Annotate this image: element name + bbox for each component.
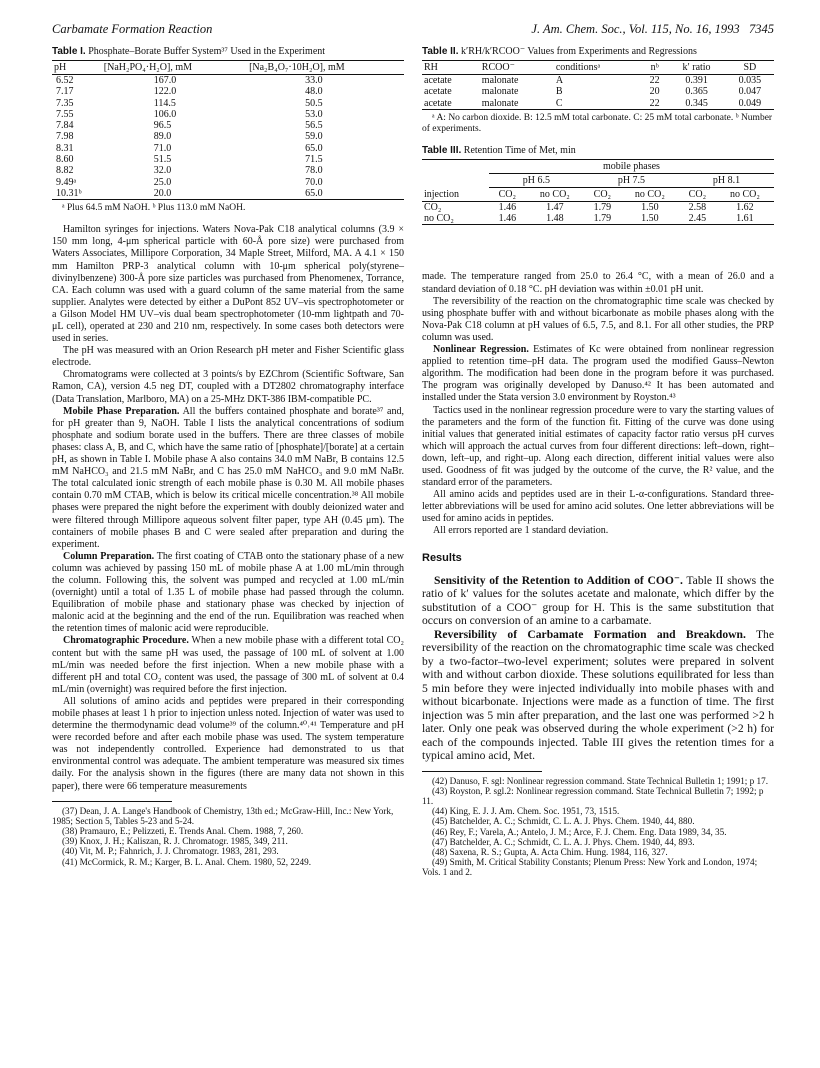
left-body-text bbox=[52, 224, 404, 792]
paragraph-text: The pH was measured with an Orion Research pH meter and Fisher Scientific glass electrode. bbox=[52, 345, 404, 369]
paragraph-text: All amino acids and peptides used are in their L-α-configurations. Standard three-letter abbreviations will be used for amino acid solutes. One letter abbreviations will be used for amino acids in peptides. bbox=[422, 489, 774, 525]
right-body-text bbox=[422, 271, 774, 537]
table3-sub-header: CO₂ bbox=[489, 187, 526, 201]
reference: (49) Smith, M. Critical Stability Constants; Plenum Press: New York and London, 1974; Vols. 1 and 2. bbox=[422, 857, 758, 878]
table-cell: 0.365 bbox=[685, 86, 708, 98]
paragraph-text: made. The temperature ranged from 25.0 to 26.4 °C, with a mean of 26.0 and a standard deviation of 0.18 °C. pH deviation was within ±0.01 pH unit. bbox=[422, 271, 774, 295]
table-cell: C bbox=[554, 98, 642, 110]
paragraph bbox=[422, 296, 774, 344]
table-cell: acetate bbox=[424, 86, 452, 98]
reference: (43) Royston, P. sgl.2: Nonlinear regression command. State Technical Bulletin 7; 1992; p 11. bbox=[422, 785, 764, 806]
table-row bbox=[52, 177, 404, 188]
table-cell: 167.0 bbox=[153, 75, 177, 86]
table-cell: 106.0 bbox=[153, 108, 177, 120]
paragraph bbox=[422, 344, 774, 404]
table-cell: A bbox=[555, 75, 564, 86]
table1 bbox=[52, 60, 404, 200]
table-cell: 50.5 bbox=[305, 97, 323, 109]
left-column bbox=[52, 44, 404, 867]
table-cell: 1.79 bbox=[593, 201, 612, 213]
table-row bbox=[422, 86, 774, 97]
table-cell: 2.58 bbox=[688, 201, 707, 213]
table2-col-header: nᵇ bbox=[642, 61, 667, 75]
paragraph-text: Tactics used in the nonlinear regression procedure were to vary the starting values of the parameters and the form of the function fit. Fitting of the curve was done using initial values that generated initial estimates of capacity factor ratio versus pH curves which will approach the actual curves from four different directions: left–down, right–down, left–up, and right–up. Along each direction, different initial values were also used. Goodness of fit was judged by the outcome of the curve, the R² value, and the standard error of the parameters. bbox=[422, 404, 774, 489]
table-row bbox=[422, 213, 774, 225]
paragraph-text: All errors reported are 1 standard deviation. bbox=[433, 525, 609, 537]
table3-group-header: mobile phases bbox=[489, 159, 774, 173]
table-cell: 7.84 bbox=[56, 120, 74, 132]
table-cell: 20.0 bbox=[102, 188, 247, 200]
right-column bbox=[422, 44, 774, 878]
table-row bbox=[52, 131, 404, 142]
table3-sub-header: no CO₂ bbox=[716, 187, 774, 201]
table-cell: 32.0 bbox=[153, 165, 172, 177]
paragraph-text: The first coating of CTAB onto the stationary phase of a new column was achieved by passing 150 mL of mobile phase A at 1.00 mL/min through the column. Following this, the solvent was pumped and recycled at 1.00 mL/min (overnight) until a total of 1.35 L of mobile phase had passed through the column. Equilibration of mobile phase and stationary phase was checked by injection of malonic acid at the beginning and the end of the run. Equilibration was reached when the retention times of malonic acid were reproducible. bbox=[52, 550, 404, 635]
right-references bbox=[422, 776, 774, 878]
paragraph bbox=[422, 489, 774, 525]
reference: (48) Saxena, R. S.; Gupta, A. Acta Chim. Hung. 1984, 116, 327. bbox=[432, 846, 668, 857]
paragraph-text: Estimates of Kc were obtained from nonlinear regression applied to retention time–pH data. The program used the modified Gauss–Newton algorithm. The modification had been done in the program before it was purchased. The program was originally developed by Danuso.⁴² It has been automated and installed under the Stata version 3.0 environment by Royston.⁴³ bbox=[422, 344, 774, 404]
table-cell: 89.0 bbox=[153, 131, 172, 143]
table-cell: 1.46 bbox=[489, 213, 526, 225]
table-cell: 51.5 bbox=[153, 154, 172, 166]
table-cell: 1.61 bbox=[716, 213, 774, 225]
reference: (41) McCormick, R. M.; Karger, B. L. Anal. Chem. 1980, 52, 2249. bbox=[62, 856, 312, 867]
table-cell: 114.5 bbox=[153, 97, 176, 109]
table3-ph-8-1: pH 8.1 bbox=[679, 173, 774, 187]
table-cell: 1.48 bbox=[526, 213, 584, 225]
reference: (37) Dean, J. A. Lange's Handbook of Chemistry, 13th ed.; McGraw-Hill, Inc.: New York, 1985; Section 5, Tables 5-23 and 5-24. bbox=[52, 805, 394, 826]
paragraph-text: When a new mobile phase with a different total CO₂ content but with the same pH was used, the passage of 100 mL of solvent at 1.00 mL/min was needed before the first injection. When a new mobile phase with a different pH and total CO₂ content was used, the passage of 300 mL of solvent at 0.4 mL/min (overnight) was required before the first injection. bbox=[52, 635, 405, 695]
paragraph-lead: Column Preparation. bbox=[63, 550, 155, 562]
table-cell: 1.79 bbox=[584, 213, 621, 225]
table-cell: 1.50 bbox=[641, 201, 659, 213]
paragraph-lead: Reversibility of Carbamate Formation and Breakdown. bbox=[434, 627, 746, 641]
table-cell: 53.0 bbox=[305, 108, 323, 120]
table3-sub-header: no CO₂ bbox=[526, 187, 584, 201]
table-cell: 59.0 bbox=[305, 131, 323, 143]
table-cell: 7.55 bbox=[56, 108, 74, 120]
table-row bbox=[52, 109, 404, 120]
reference: (42) Danuso, F. sgl: Nonlinear regression command. State Technical Bulletin 1; 1991; p 17. bbox=[432, 775, 769, 786]
reference: (44) King, E. J. J. Am. Chem. Soc. 1951, 73, 1515. bbox=[432, 806, 620, 817]
paragraph bbox=[52, 345, 404, 369]
table2-footnote: ᵃ A: No carbon dioxide. B: 12.5 mM total carbonate. C: 25 mM total carbonate. ᵇ Number of experiments. bbox=[422, 112, 773, 134]
table1-col-ph: pH bbox=[52, 61, 102, 75]
table3-row-header: injection bbox=[422, 187, 489, 201]
paragraph bbox=[52, 224, 404, 345]
table-cell: 9.49ᵃ bbox=[56, 176, 77, 188]
table-row bbox=[422, 98, 774, 110]
reference: (38) Pramauro, E.; Pelizzeti, E. Trends Anal. Chem. 1988, 7, 260. bbox=[62, 826, 304, 837]
table-cell: 7.98 bbox=[56, 131, 74, 143]
paragraph-text: The reversibility of the reaction on the chromatographic time scale was checked by using phosphate buffer with and without bicarbonate as mobile phases along with the Nova-Pak C18 column at pH values of 6.5, 7.5, and 8.1. For all other studies, the PRP column was used. bbox=[422, 295, 774, 343]
table2-col-header: RH bbox=[422, 61, 480, 75]
table2-label: Table II. bbox=[422, 46, 459, 57]
table-cell: 122.0 bbox=[153, 86, 177, 98]
paragraph bbox=[422, 628, 774, 763]
paragraph bbox=[422, 271, 774, 295]
table-cell: 96.5 bbox=[153, 120, 172, 132]
table3-label: Table III. bbox=[422, 144, 462, 156]
table-row bbox=[52, 75, 404, 87]
paragraph-text: Table II shows the ratio of k′ values for the solutes acetate and malonate, which differ by the substitution of a COO⁻ group for H. This is the same substitution that occurs on conversion of an amine to a carbamate. bbox=[422, 573, 775, 628]
table-cell: 25.0 bbox=[153, 176, 172, 188]
table1-footnote: ᵃ Plus 64.5 mM NaOH. ᵇ Plus 113.0 mM NaOH. bbox=[62, 203, 246, 214]
paragraph-text: All the buffers contained phosphate and borate³⁷ and, for pH greater than 9, NaOH. Table I lists the analytical concentrations of sodium phosphate and sodium borate used in the buffers. There are three classes of mobile phases: class A, B, and C, which have the same ratio of [phosphate]/[borate] at a certain pH, as shown in Table I. Mobile phase A also contains 34.0 mM NaBr, B contains 12.5 mM NaHCO₃ and 21.5 mM NaBr, and C has 25.0 mM NaHCO₃ and 9.0 mM NaBr. The total calculated ionic strength of each mobile phase is 0.30 M. All mobile phases contain 0.70 mM CTAB, which is below its critical micelle concentration.³⁸ All mobile phases were prepared the night before the experiment with doubly deionized water and were filtered through Millipore aqueous solvent filter paper, type AH (0.45 μm). The containers of mobile phases B and C were sealed after preparation and during the experiment. bbox=[52, 405, 404, 550]
table-cell: 22 bbox=[642, 98, 667, 110]
table-cell: malonate bbox=[481, 75, 519, 86]
table2-col-header: SD bbox=[726, 61, 774, 75]
table-row bbox=[422, 75, 774, 87]
paragraph bbox=[422, 405, 774, 490]
table-cell: 48.0 bbox=[305, 86, 323, 98]
table-row bbox=[52, 98, 404, 109]
table2-col-header: conditionsᵃ bbox=[554, 61, 642, 75]
paragraph-text: Hamilton syringes for injections. Waters Nova-Pak C18 analytical columns (3.9 × 150 mm long, 4-μm spherical particle with 60-Å pore size) were purchased from Waters Associates, Millipore Corporation, 34 Maple Street, Milford, MA. A 4.1 × 150 mm Hamilton PRP-3 analytical column with 10-μm spherical poly(styrene–divinylbenzene) 300-Å pore size particles was purchased from Phenomenex, Torrance, CA. Each column was used with a guard column of the same material from the same supplier. Analytes were detected by either a DuPont 852 UV–vis spectrophotometer or a Gilson Model HM UV–vis dual beam spectrophotometer (10-mm lightpath and 70-μL cell), operated at 230 and 210 nm, respectively. In some cases both detectors were used in series. bbox=[52, 224, 404, 345]
results-text bbox=[422, 574, 774, 763]
table3-caption bbox=[422, 145, 774, 156]
table-cell: 0.345 bbox=[667, 98, 725, 110]
table-row bbox=[52, 143, 404, 154]
table-cell: 20 bbox=[649, 86, 660, 98]
table1-col-borate: [Na₂B₄O₇·10H₂O], mM bbox=[247, 61, 404, 75]
paragraph-text: The reversibility of the reaction on the chromatographic time scale was checked by a two-factor–two-level experiment; solutes were prepared in solvent with and without carbon dioxide. These solutions equilibrated for less than 5 min before they were injected individually into mobile phases with and without bicarbonate. Injections were made as a function of time. The first injection was 5 min after preparation, and the last one was performed >2 h later. Only one peak was observed during the whole experiment (>2 h) for each of the compounds injected. Table III gives the retention times for a typical amino acid, Met. bbox=[422, 627, 775, 763]
table3-sub-header: no CO₂ bbox=[621, 187, 679, 201]
table2-col-header: RCOO⁻ bbox=[480, 61, 554, 75]
paragraph bbox=[52, 551, 404, 636]
footnote-rule bbox=[52, 801, 172, 802]
table-row bbox=[422, 201, 774, 213]
paragraph bbox=[422, 574, 774, 628]
table-cell: 0.391 bbox=[685, 75, 708, 86]
paragraph bbox=[52, 696, 404, 793]
table2 bbox=[422, 60, 774, 110]
table-cell: 22 bbox=[649, 75, 660, 86]
reference: (46) Rey, F.; Varela, A.; Antelo, J. M.; Arce, F. J. Chem. Eng. Data 1989, 34, 35. bbox=[432, 826, 727, 837]
table-cell: 1.46 bbox=[498, 201, 517, 213]
table-cell: B bbox=[555, 86, 563, 98]
left-references bbox=[52, 806, 404, 867]
table-row bbox=[52, 188, 404, 200]
table-cell: 0.049 bbox=[726, 98, 774, 110]
table-cell: 7.17 bbox=[56, 86, 74, 98]
table-cell: 71.0 bbox=[153, 142, 172, 154]
journal-header bbox=[531, 22, 774, 37]
table-cell: 33.0 bbox=[305, 75, 323, 86]
reference: (40) Vit, M. P.; Fahnrich, J. J. Chromatogr. 1983, 281, 293. bbox=[62, 846, 279, 857]
table-cell: 1.50 bbox=[621, 213, 679, 225]
table-cell: 56.5 bbox=[305, 120, 323, 132]
paragraph-lead: Mobile Phase Preparation. bbox=[63, 405, 180, 417]
table-cell: 8.82 bbox=[56, 165, 74, 177]
paragraph-text: Chromatograms were collected at 3 points/s by EZChrom (Scientific Software, San Ramon, CA), version 4.5 neg DT, coupled with a DT2802 chromatography interface (Data Translation, Marlboro, MA) on a 25-MHz DKT-386 IBM-compatible PC. bbox=[52, 369, 404, 405]
table-cell: malonate bbox=[481, 86, 519, 98]
paragraph bbox=[52, 369, 404, 405]
table-cell: CO₂ bbox=[424, 201, 442, 213]
table3-ph-7-5: pH 7.5 bbox=[584, 173, 679, 187]
table-cell: acetate bbox=[424, 75, 452, 86]
table-cell: 0.047 bbox=[738, 86, 762, 98]
table-row bbox=[52, 120, 404, 131]
reference: (39) Knox, J. H.; Kaliszan, R. J. Chromatogr. 1985, 349, 211. bbox=[62, 836, 288, 847]
paragraph-text: All solutions of amino acids and peptides were prepared in their corresponding mobile phases at least 1 h prior to injection unless noted. Injection of water was used to determine the thermodynamic dead volume³⁹ of the column.⁴⁰˒⁴¹ Temperature and pH were recorded before and after each mobile phase was used. The system temperature was not independently controlled. Experience had demonstrated to us that environmental control was adequate. The ambient temperature was measured six times daily. For the analysis shown in the figures (there are many data not shown in this paper), there were 66 temperature measurements bbox=[52, 695, 404, 792]
table-cell: 8.60 bbox=[56, 154, 74, 166]
footnote-rule-right bbox=[422, 771, 542, 772]
table-cell: malonate bbox=[480, 98, 554, 110]
paragraph bbox=[52, 406, 404, 551]
table1-col-phosphate: [NaH₂PO₄·H₂O], mM bbox=[102, 61, 247, 75]
table2-col-header: k′ ratio bbox=[667, 61, 725, 75]
table-row bbox=[52, 86, 404, 97]
table-cell: 8.31 bbox=[56, 142, 74, 154]
table-cell: 71.5 bbox=[305, 154, 323, 166]
paragraph-lead: Sensitivity of the Retention to Addition of COO⁻. bbox=[434, 573, 683, 587]
table3-sub-header: CO₂ bbox=[679, 187, 716, 201]
paragraph bbox=[52, 635, 404, 695]
page-number: 7345 bbox=[749, 22, 774, 36]
table-cell: no CO₂ bbox=[422, 213, 489, 225]
table-cell: 10.31ᵇ bbox=[52, 188, 102, 200]
table3-ph-6-5: pH 6.5 bbox=[489, 173, 584, 187]
journal-info: J. Am. Chem. Soc., Vol. 115, No. 16, 1993 bbox=[531, 22, 740, 36]
paragraph-lead: Chromatographic Procedure. bbox=[63, 635, 189, 647]
table-cell: 6.52 bbox=[56, 75, 74, 86]
table2-caption bbox=[422, 46, 774, 57]
table1-caption bbox=[52, 46, 404, 57]
table-cell: acetate bbox=[422, 98, 480, 110]
reference: (45) Batchelder, A. C.; Schmidt, C. L. A. J. Phys. Chem. 1940, 44, 880. bbox=[432, 816, 695, 827]
reference: (47) Batchelder, A. C.; Schmidt, C. L. A. J. Phys. Chem. 1940, 44, 893. bbox=[432, 836, 695, 847]
table-cell: 2.45 bbox=[679, 213, 716, 225]
table-cell: 1.62 bbox=[736, 201, 754, 213]
paragraph-lead: Nonlinear Regression. bbox=[433, 344, 529, 356]
table3-caption-text: Retention Time of Met, min bbox=[463, 144, 576, 156]
table3 bbox=[422, 159, 774, 226]
table-cell: 70.0 bbox=[305, 176, 323, 188]
table-cell: 1.47 bbox=[546, 201, 564, 213]
table-row bbox=[52, 154, 404, 165]
table-cell: 65.0 bbox=[247, 188, 404, 200]
table-row bbox=[52, 165, 404, 176]
table2-caption-text: k′RH/k′RCOO⁻ Values from Experiments and Regressions bbox=[461, 46, 697, 57]
table1-label: Table I. bbox=[52, 46, 86, 57]
table-cell: 0.035 bbox=[738, 75, 762, 86]
results-heading: Results bbox=[422, 551, 462, 564]
running-title: Carbamate Formation Reaction bbox=[52, 22, 213, 36]
table3-sub-header: CO₂ bbox=[584, 187, 621, 201]
table-cell: 78.0 bbox=[305, 165, 323, 177]
table-cell: 7.35 bbox=[56, 97, 74, 109]
table1-caption-text: Phosphate–Borate Buffer System³⁷ Used in the Experiment bbox=[88, 46, 326, 57]
table-cell: 65.0 bbox=[305, 142, 323, 154]
paragraph bbox=[422, 525, 774, 537]
